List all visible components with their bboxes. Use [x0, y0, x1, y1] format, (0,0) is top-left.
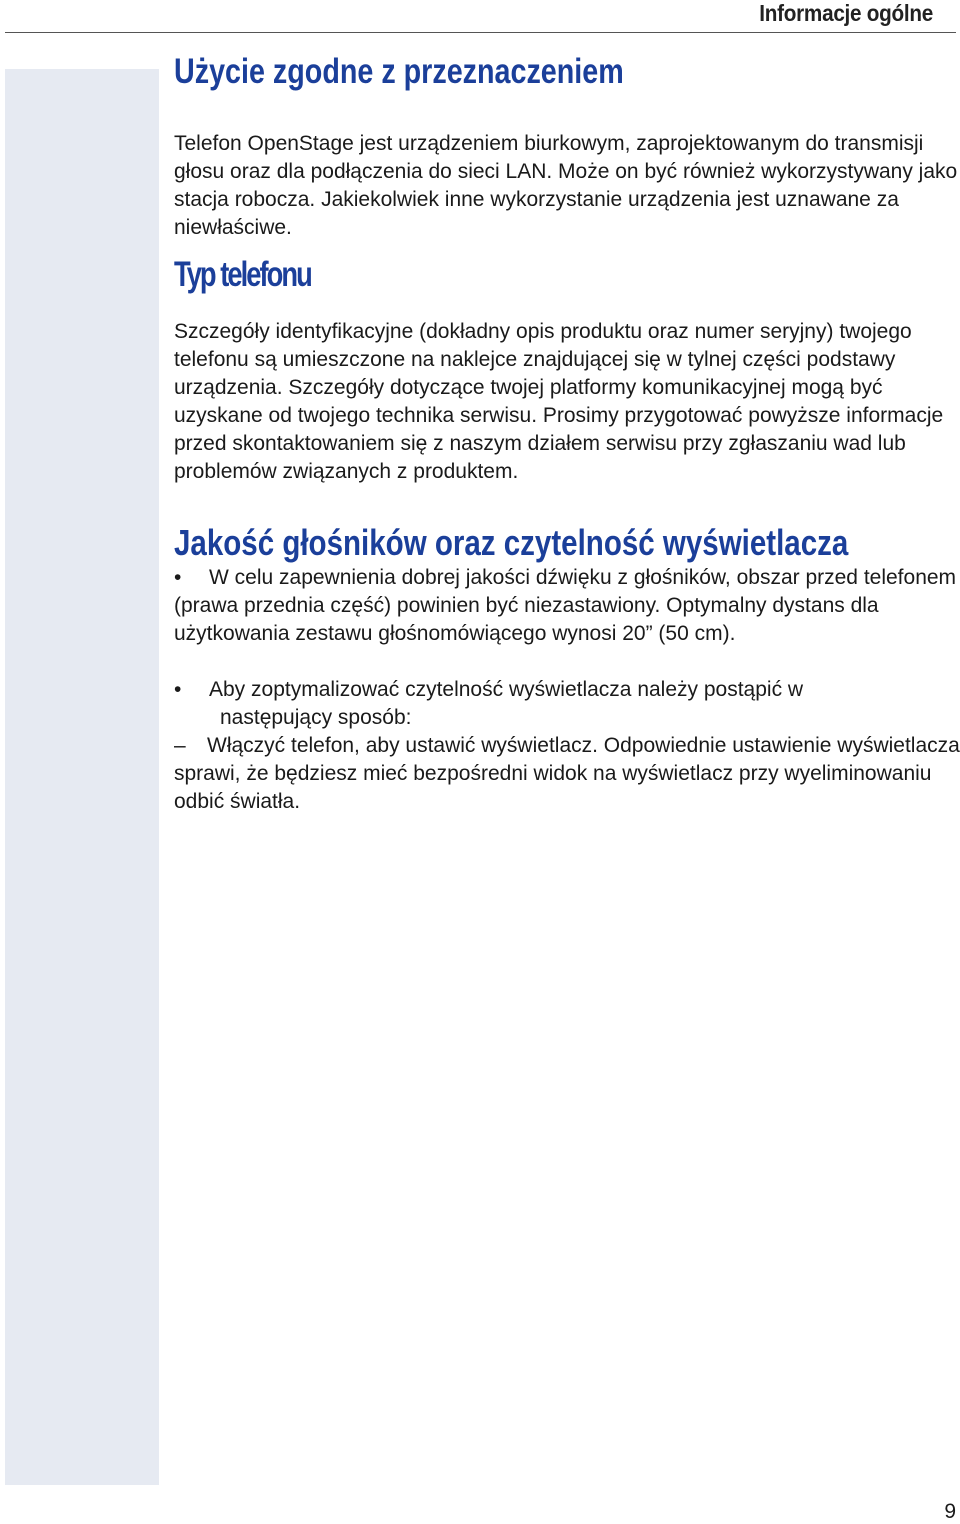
page-number: 9	[944, 1500, 956, 1523]
heading-phone-type: Typ telefonu	[174, 255, 311, 294]
list-item	[174, 564, 960, 648]
bullet-marker: •	[174, 566, 182, 589]
paragraph-phone-type: Szczegóły identyfikacyjne (dokładny opis produktu oraz numer seryjny) twojego telefonu są umieszczone na naklejce znajdującej się w tylnej części podstawy urządzenia. Szczegóły dotyczące twojej platformy komunikacyjnej mogą być uzyskane od twojego technika serwisu. Prosimy przygotować powyższe informacje przed skontaktowaniem się z naszym działem serwisu przy zgłaszaniu wad lub problemów związanych z produktem.	[174, 320, 944, 483]
left-margin-panel	[5, 69, 159, 1485]
list-item-text: W celu zapewnienia dobrej jakości dźwięku z głośników, obszar przed telefonem (prawa przednia część) powinien być niezastawiony. Optymalny dystans dla użytkowania zestawu głośnomówiącego wynosi 20” (50 cm).	[174, 566, 957, 645]
paragraph-intended-use: Telefon OpenStage jest urządzeniem biurkowym, zaprojektowanym do transmisji głosu oraz dla podłączenia do sieci LAN. Może on być również wykorzystywany jako stacja robocza. Jakiekolwiek inne wykorzystanie urządzenia jest uznawane za niewłaściwe.	[174, 132, 958, 239]
list-item-continuation: następujący sposób:	[220, 706, 412, 729]
list-item-text: Włączyć telefon, aby ustawić wyświetlacz. Odpowiednie ustawienie wyświetlacza sprawi, że będziesz mieć bezpośredni widok na wyświetlacz przy wyeliminowaniu odbić światła.	[174, 734, 960, 813]
dash-marker: –	[174, 734, 186, 757]
header-divider	[5, 32, 956, 33]
section-header-title: Informacje ogólne	[759, 0, 933, 26]
heading-speaker-display-quality: Jakość głośników oraz czytelność wyświetlacza	[174, 522, 849, 563]
list-item	[174, 732, 960, 816]
heading-intended-use: Użycie zgodne z przeznaczeniem	[174, 52, 624, 91]
list-item	[174, 676, 960, 732]
bullet-marker: •	[174, 678, 182, 701]
list-item-text: Aby zoptymalizować czytelność wyświetlacza należy postąpić w	[209, 678, 804, 701]
